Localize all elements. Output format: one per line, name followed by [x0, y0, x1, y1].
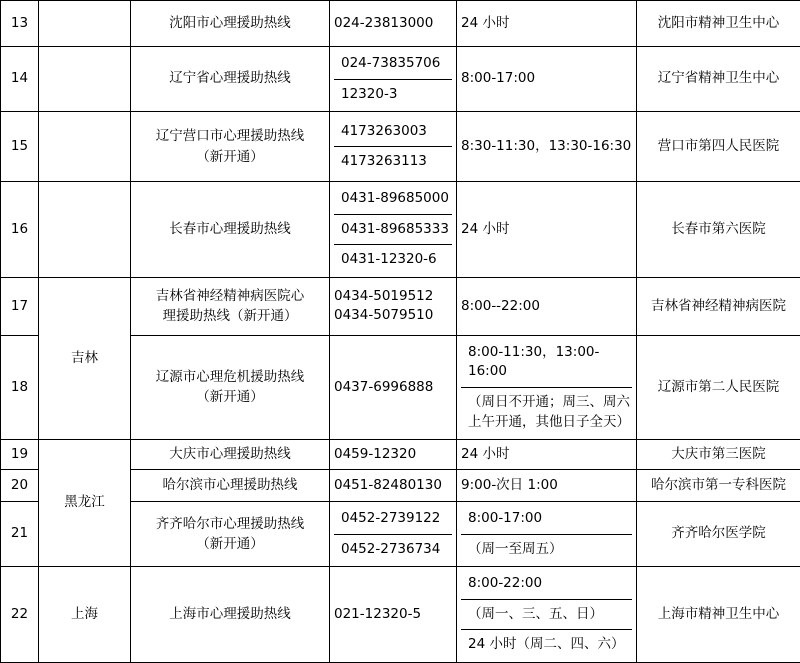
time-line: （周一、三、五、日）: [461, 600, 632, 631]
time-line: 24 小时（周二、四、六）: [461, 630, 632, 660]
row-region: [39, 47, 131, 112]
row-organization: 吉林省神经精神病医院: [637, 277, 800, 335]
row-number: 22: [1, 567, 39, 663]
row-hotline-name: [131, 335, 330, 439]
row-phone: 024-23813000: [330, 1, 457, 47]
table-row: [1, 1, 800, 47]
row-number: 18: [1, 335, 39, 439]
time-stack: [461, 504, 632, 564]
row-number: 14: [1, 47, 39, 112]
row-phone: [330, 47, 457, 112]
row-organization: 哈尔滨市第一专科医院: [637, 470, 800, 502]
row-service-time: 8:00--22:00: [457, 277, 637, 335]
row-number: 13: [1, 1, 39, 47]
name-line: 齐齐哈尔市心理援助热线: [156, 516, 305, 532]
row-service-time: 24 小时: [457, 182, 637, 278]
row-phone: 0451-82480130: [330, 470, 457, 502]
phone-stack: [334, 184, 452, 275]
row-region: 黑龙江: [39, 440, 131, 567]
phone-line: 0434-5019512: [334, 288, 433, 304]
row-hotline-name: 上海市心理援助热线: [131, 567, 330, 663]
row-service-time: [457, 567, 637, 663]
phone-line: 4173263003: [334, 117, 452, 148]
row-service-time: 8:30-11:30，13:30-16:30: [457, 112, 637, 182]
row-organization: 营口市第四人民医院: [637, 112, 800, 182]
row-phone: [330, 182, 457, 278]
row-hotline-name: 长春市心理援助热线: [131, 182, 330, 278]
phone-stack: [334, 117, 452, 177]
time-line: 上午开通，其他日子全天）: [461, 413, 632, 438]
row-phone: 0459-12320: [330, 440, 457, 470]
table-row: [1, 567, 800, 663]
row-hotline-name: 辽宁省心理援助热线: [131, 47, 330, 112]
time-line: 8:00-17:00: [461, 504, 632, 535]
phone-line: 0434-5079510: [334, 307, 433, 323]
row-region: 吉林: [39, 277, 131, 439]
table-row: [1, 47, 800, 112]
time-line: （周一至周五）: [461, 535, 632, 565]
row-service-time: 8:00-17:00: [457, 47, 637, 112]
phone-line: 024-73835706: [334, 49, 452, 80]
row-service-time: [457, 335, 637, 439]
row-phone: [330, 277, 457, 335]
row-number: 15: [1, 112, 39, 182]
table-row: [1, 277, 800, 335]
table-row: [1, 182, 800, 278]
row-service-time: 24 小时: [457, 440, 637, 470]
row-service-time: 24 小时: [457, 1, 637, 47]
phone-line: 12320-3: [334, 80, 452, 110]
phone-line: 0452-2739122: [334, 504, 452, 535]
phone-line: 4173263113: [334, 147, 452, 177]
phone-stack: [334, 504, 452, 564]
name-line: （新开通）: [196, 536, 264, 552]
phone-line: 0431-12320-6: [334, 245, 452, 275]
phone-line: 0431-89685000: [334, 184, 452, 215]
table-row: [1, 112, 800, 182]
row-organization: 大庆市第三医院: [637, 440, 800, 470]
time-line: （周日不开通；周三、周六: [461, 388, 632, 413]
row-region: [39, 1, 131, 47]
row-phone: 021-12320-5: [330, 567, 457, 663]
row-service-time: [457, 502, 637, 567]
row-hotline-name: 哈尔滨市心理援助热线: [131, 470, 330, 502]
name-line: （新开通）: [196, 389, 264, 405]
row-region: [39, 112, 131, 182]
name-line: 吉林省神经精神病医院心: [156, 288, 305, 304]
row-phone: [330, 502, 457, 567]
row-hotline-name: [131, 502, 330, 567]
phone-stack: [334, 49, 452, 109]
table-row: [1, 440, 800, 470]
row-hotline-name: 大庆市心理援助热线: [131, 440, 330, 470]
name-line: （新开通）: [196, 149, 264, 165]
time-stack: [461, 569, 632, 660]
row-organization: 沈阳市精神卫生中心: [637, 1, 800, 47]
row-hotline-name: [131, 112, 330, 182]
name-line: 理援助热线（新开通）: [163, 308, 298, 324]
row-organization: 辽宁省精神卫生中心: [637, 47, 800, 112]
row-number: 20: [1, 470, 39, 502]
row-number: 16: [1, 182, 39, 278]
row-phone: 0437-6996888: [330, 335, 457, 439]
row-hotline-name: 沈阳市心理援助热线: [131, 1, 330, 47]
row-organization: 齐齐哈尔医学院: [637, 502, 800, 567]
name-line: 辽源市心理危机援助热线: [156, 369, 305, 385]
row-organization: 辽源市第二人民医院: [637, 335, 800, 439]
row-region: [39, 182, 131, 278]
row-hotline-name: [131, 277, 330, 335]
name-line: 辽宁营口市心理援助热线: [156, 128, 305, 144]
row-region: 上海: [39, 567, 131, 663]
time-line: 8:00-11:30，13:00-16:00: [461, 338, 632, 388]
row-number: 17: [1, 277, 39, 335]
phone-line: 0452-2736734: [334, 535, 452, 565]
row-number: 19: [1, 440, 39, 470]
phone-line: 0431-89685333: [334, 215, 452, 246]
row-organization: 长春市第六医院: [637, 182, 800, 278]
time-stack: [461, 338, 632, 437]
row-service-time: 9:00-次日 1:00: [457, 470, 637, 502]
row-phone: [330, 112, 457, 182]
time-line: 8:00-22:00: [461, 569, 632, 600]
row-organization: 上海市精神卫生中心: [637, 567, 800, 663]
row-number: 21: [1, 502, 39, 567]
